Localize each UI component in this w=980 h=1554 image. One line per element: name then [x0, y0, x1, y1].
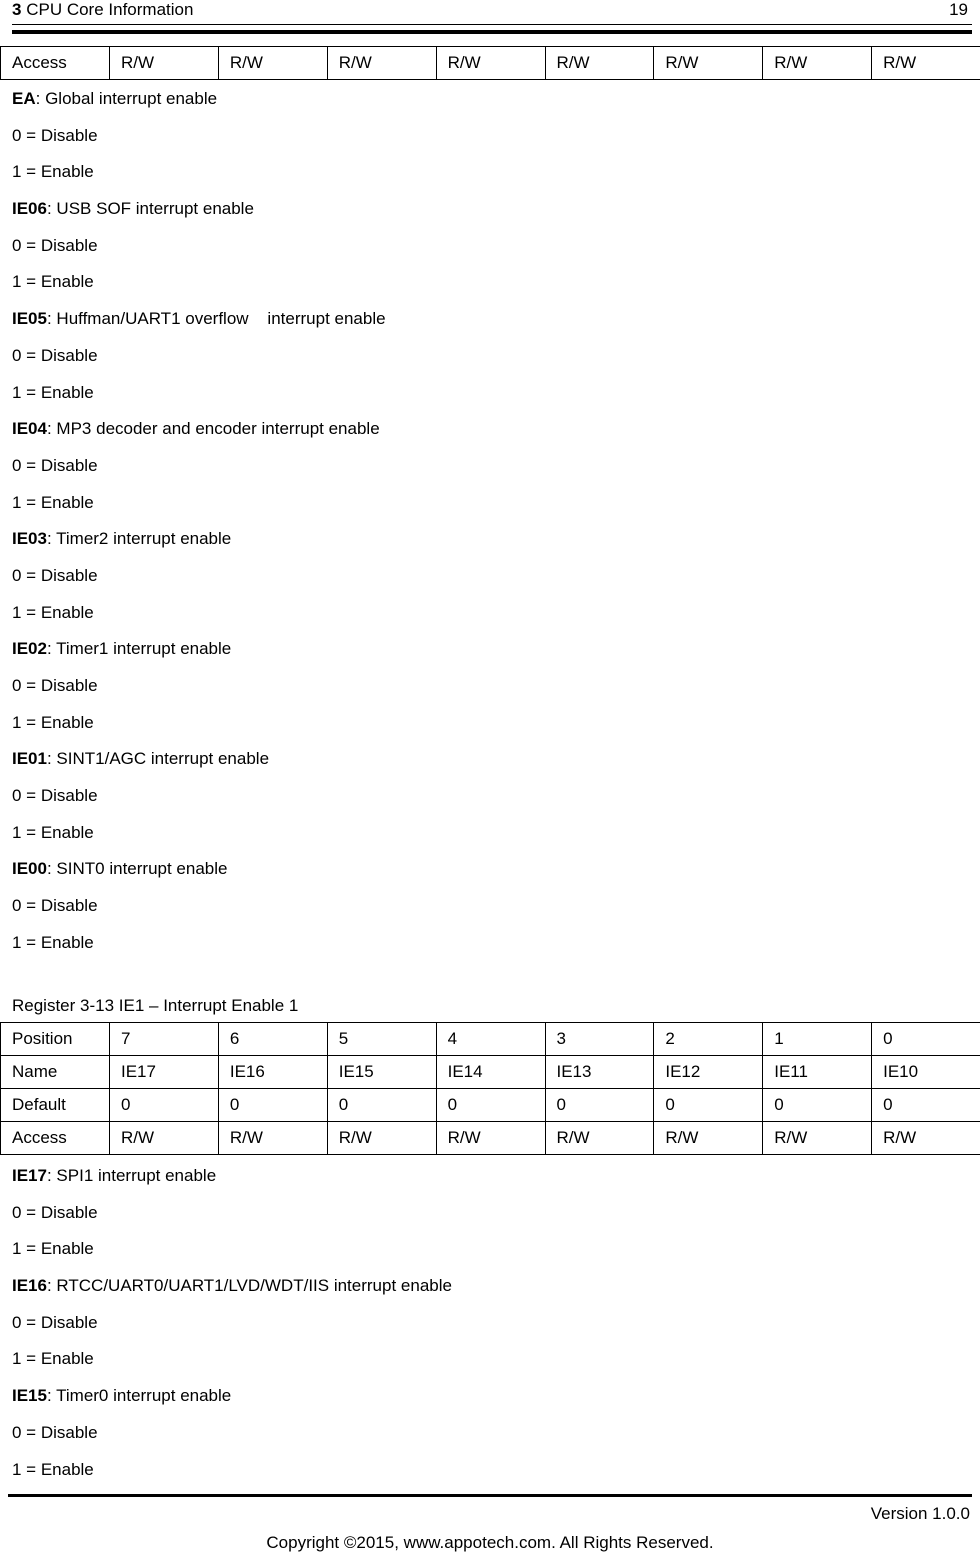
table-cell: R/W	[327, 47, 436, 80]
bit-option-disable: 0 = Disable	[12, 118, 386, 155]
bit-option-enable: 1 = Enable	[12, 1452, 452, 1489]
table-cell: 2	[654, 1023, 763, 1056]
bit-description: : Timer0 interrupt enable	[47, 1386, 231, 1405]
table-cell: IE14	[436, 1056, 545, 1089]
header-rule-thick	[12, 30, 972, 34]
bit-option-enable: 1 = Enable	[12, 375, 386, 412]
table-cell: Name	[1, 1056, 110, 1089]
table-cell: R/W	[110, 47, 219, 80]
bit-heading	[12, 411, 386, 448]
table-cell: IE12	[654, 1056, 763, 1089]
bit-heading	[12, 191, 386, 228]
bit-name: EA	[12, 89, 36, 108]
bit-option-enable: 1 = Enable	[12, 485, 386, 522]
bit-description: : MP3 decoder and encoder interrupt enable	[47, 419, 380, 438]
page-header	[12, 0, 968, 22]
table-row-position	[1, 1023, 980, 1056]
table-cell: 7	[110, 1023, 219, 1056]
table-cell: Access	[1, 1122, 110, 1155]
table-cell: 0	[763, 1089, 872, 1122]
table-cell: R/W	[110, 1122, 219, 1155]
table-cell: 4	[436, 1023, 545, 1056]
page-number: 19	[949, 0, 968, 20]
table-row-name	[1, 1056, 980, 1089]
bit-heading	[12, 1268, 452, 1305]
chapter-number: 3	[12, 0, 21, 19]
bit-heading	[12, 851, 386, 888]
table-cell: Default	[1, 1089, 110, 1122]
table-cell: 1	[763, 1023, 872, 1056]
table-cell: Access	[1, 47, 110, 80]
bit-option-enable: 1 = Enable	[12, 1341, 452, 1378]
table-cell: IE17	[110, 1056, 219, 1089]
ie0-bit-descriptions	[12, 81, 386, 962]
bit-name: IE05	[12, 309, 47, 328]
table-cell: 0	[436, 1089, 545, 1122]
table-cell: R/W	[654, 1122, 763, 1155]
bit-name: IE06	[12, 199, 47, 218]
table-row-access	[1, 47, 980, 80]
table-cell: R/W	[218, 1122, 327, 1155]
bit-name: IE02	[12, 639, 47, 658]
bit-description: : SINT1/AGC interrupt enable	[47, 749, 269, 768]
table-cell: 0	[327, 1089, 436, 1122]
table-cell: 3	[545, 1023, 654, 1056]
bit-description: : SINT0 interrupt enable	[47, 859, 227, 878]
table-cell: R/W	[436, 47, 545, 80]
bit-name: IE17	[12, 1166, 47, 1185]
bit-heading	[12, 631, 386, 668]
bit-heading	[12, 1378, 452, 1415]
table-cell: R/W	[763, 1122, 872, 1155]
table-cell: 0	[872, 1023, 980, 1056]
bit-option-disable: 0 = Disable	[12, 228, 386, 265]
bit-name: IE15	[12, 1386, 47, 1405]
ie1-bit-descriptions	[12, 1158, 452, 1488]
bit-heading	[12, 521, 386, 558]
bit-option-disable: 0 = Disable	[12, 448, 386, 485]
header-rule-thin	[12, 24, 972, 25]
bit-description: : RTCC/UART0/UART1/LVD/WDT/IIS interrupt enable	[47, 1276, 452, 1295]
table-row-default	[1, 1089, 980, 1122]
bit-description: : Timer1 interrupt enable	[47, 639, 231, 658]
bit-option-disable: 0 = Disable	[12, 778, 386, 815]
table-row-access	[1, 1122, 980, 1155]
table-cell: 6	[218, 1023, 327, 1056]
bit-option-enable: 1 = Enable	[12, 595, 386, 632]
bit-option-enable: 1 = Enable	[12, 925, 386, 962]
table-cell: R/W	[872, 47, 980, 80]
table-cell: R/W	[654, 47, 763, 80]
bit-option-disable: 0 = Disable	[12, 1415, 452, 1452]
table-cell: IE10	[872, 1056, 980, 1089]
table-cell: 5	[327, 1023, 436, 1056]
bit-option-disable: 0 = Disable	[12, 1305, 452, 1342]
bit-name: IE03	[12, 529, 47, 548]
table-cell: R/W	[872, 1122, 980, 1155]
table-cell: 0	[218, 1089, 327, 1122]
table-cell: Position	[1, 1023, 110, 1056]
table-cell: 0	[654, 1089, 763, 1122]
table-cell: 0	[545, 1089, 654, 1122]
table-cell: R/W	[545, 47, 654, 80]
table-cell: IE15	[327, 1056, 436, 1089]
table-cell: R/W	[218, 47, 327, 80]
bit-description: : Timer2 interrupt enable	[47, 529, 231, 548]
chapter-heading	[12, 0, 193, 20]
bit-name: IE04	[12, 419, 47, 438]
bit-name: IE01	[12, 749, 47, 768]
register-caption: Register 3-13 IE1 – Interrupt Enable 1	[12, 994, 298, 1018]
ie0-register-table	[0, 46, 980, 80]
table-cell: 0	[110, 1089, 219, 1122]
bit-option-disable: 0 = Disable	[12, 888, 386, 925]
bit-option-disable: 0 = Disable	[12, 668, 386, 705]
bit-option-enable: 1 = Enable	[12, 705, 386, 742]
bit-heading	[12, 301, 386, 338]
table-cell: IE13	[545, 1056, 654, 1089]
bit-option-disable: 0 = Disable	[12, 558, 386, 595]
bit-heading	[12, 741, 386, 778]
bit-option-disable: 0 = Disable	[12, 1195, 452, 1232]
bit-name: IE16	[12, 1276, 47, 1295]
table-cell: R/W	[327, 1122, 436, 1155]
bit-option-enable: 1 = Enable	[12, 1231, 452, 1268]
bit-description: : Global interrupt enable	[36, 89, 217, 108]
bit-option-disable: 0 = Disable	[12, 338, 386, 375]
bit-option-enable: 1 = Enable	[12, 264, 386, 301]
bit-option-enable: 1 = Enable	[12, 815, 386, 852]
ie1-register-table	[0, 1022, 980, 1155]
bit-description: : SPI1 interrupt enable	[47, 1166, 216, 1185]
table-cell: 0	[872, 1089, 980, 1122]
bit-description: : USB SOF interrupt enable	[47, 199, 254, 218]
bit-heading	[12, 1158, 452, 1195]
copyright-notice: Copyright ©2015, www.appotech.com. All Rights Reserved.	[0, 1532, 980, 1554]
table-cell: IE11	[763, 1056, 872, 1089]
table-cell: IE16	[218, 1056, 327, 1089]
bit-heading	[12, 81, 386, 118]
bit-name: IE00	[12, 859, 47, 878]
table-cell: R/W	[763, 47, 872, 80]
table-cell: R/W	[436, 1122, 545, 1155]
table-cell: R/W	[545, 1122, 654, 1155]
bit-option-enable: 1 = Enable	[12, 154, 386, 191]
document-version: Version 1.0.0	[871, 1503, 970, 1525]
bit-description: : Huffman/UART1 overflow interrupt enable	[47, 309, 386, 328]
chapter-title: CPU Core Information	[26, 0, 193, 19]
footer-rule	[8, 1494, 972, 1497]
